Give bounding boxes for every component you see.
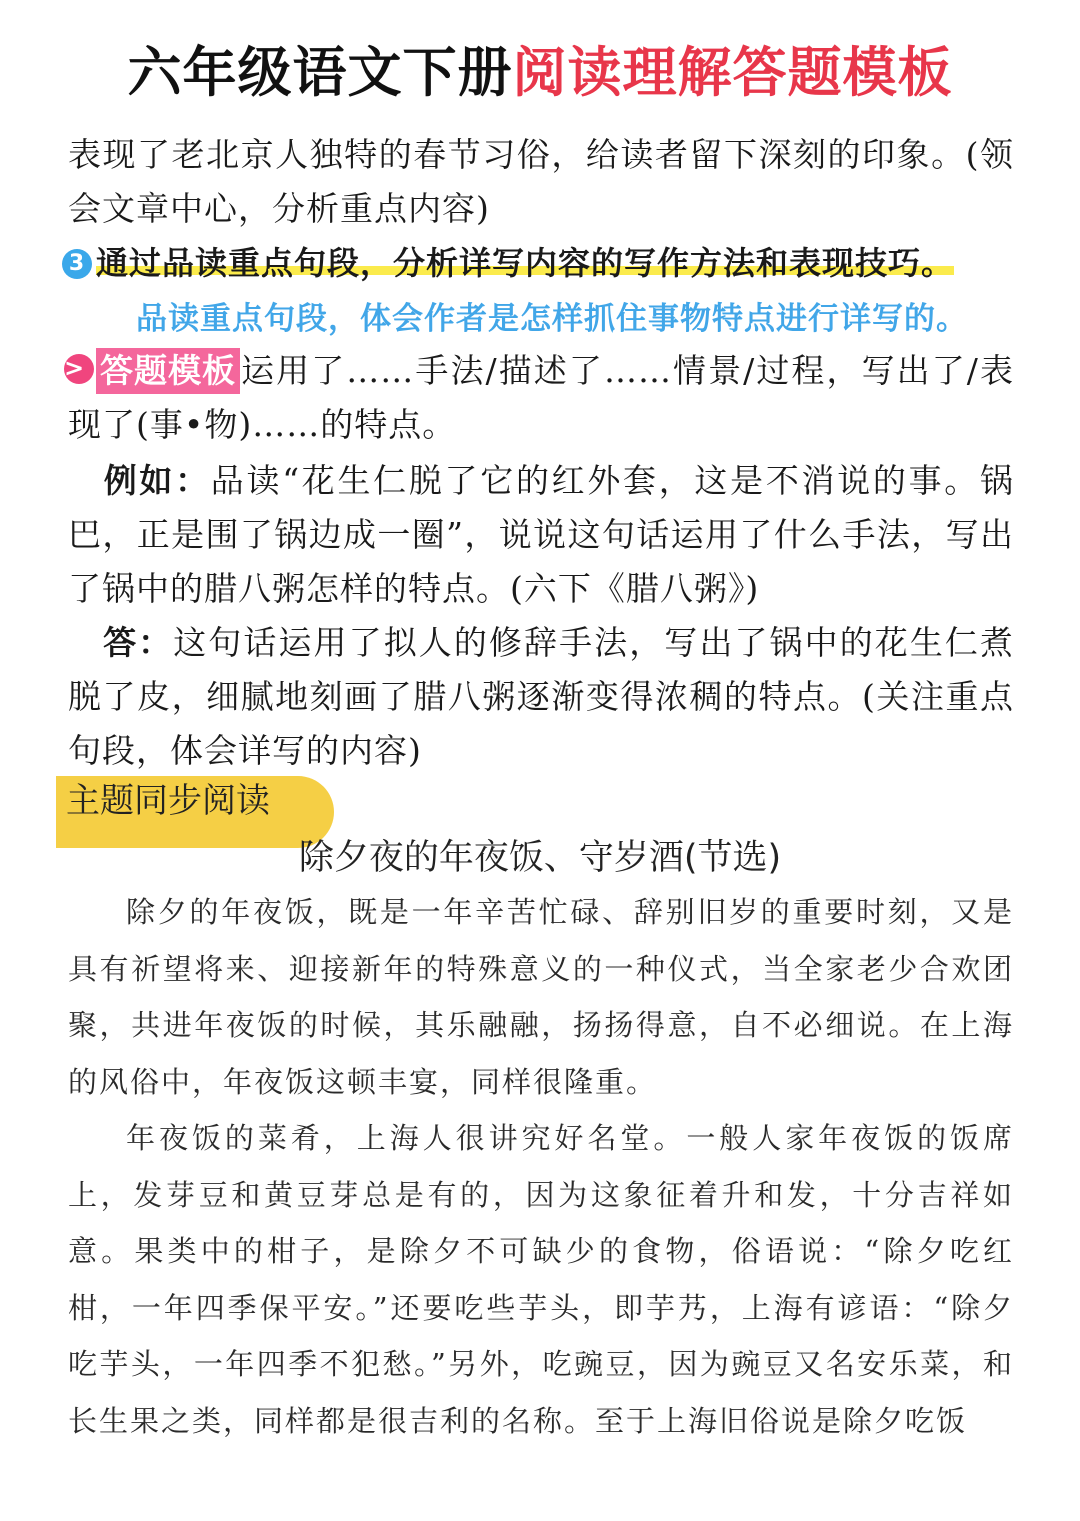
template-paragraph — [64, 344, 1014, 452]
title-black-part: 六年级语文下册 — [127, 41, 513, 104]
article-body — [68, 884, 1014, 1449]
chevron-right-icon: > — [64, 354, 94, 384]
title-red-part: 阅读理解答题模板 — [512, 41, 953, 104]
article-paragraph-2: 年夜饭的菜肴，上海人很讲究好名堂。一般人家年夜饭的饭席上，发芽豆和黄豆芽总是有的，因为这象征着升和发，十分吉祥如意。果类中的柑子，是除夕不可缺少的食物，俗语说：“除夕吃红柑，一年四季保平安。”还要吃些芋头，即芋艿，上海有谚语：“除夕吃芋头，一年四季不犯愁。”另外，吃豌豆，因为豌豆又名安乐菜，和长生果之类，同样都是很吉利的名称。至于上海旧俗说是除夕吃饭 — [68, 1121, 1014, 1438]
point3-subheading: 品读重点句段，体会作者是怎样抓住事物特点进行详写的。 — [136, 301, 968, 337]
reading-banner-label: 主题同步阅读 — [66, 781, 270, 821]
article-title: 除夕夜的年夜饭、守岁酒(节选) — [298, 838, 782, 878]
example-lead: 例如： — [102, 461, 211, 500]
article-paragraph-1: 除夕的年夜饭，既是一年辛苦忙碌、辞别旧岁的重要时刻，又是具有祈望将来、迎接新年的特殊意义的一种仪式，当全家老少合欢团聚，共进年夜饭的时候，其乐融融，扬扬得意，自不必细说。在上海的风俗中，年夜饭这顿丰宴，同样很隆重。 — [68, 895, 1014, 1099]
template-badge: 答题模板 — [96, 348, 240, 394]
point3-heading — [68, 236, 1014, 290]
point3-heading-text: 通过品读重点句段，分析详写内容的写作方法和表现技巧。 — [96, 244, 955, 282]
answer-lead: 答： — [102, 623, 174, 662]
template-text: 运用了……手法/描述了……情景/过程，写出了/表现了(事•物)……的特点。 — [68, 351, 1014, 444]
page-title — [0, 38, 1080, 108]
answer-paragraph — [68, 616, 1014, 778]
answer-text: 这句话运用了拟人的修辞手法，写出了锅中的花生仁煮脱了皮，细腻地刻画了腊八粥逐渐变得浓稠的特点。(关注重点句段，体会详写的内容) — [68, 623, 1015, 770]
intro-paragraph: 表现了老北京人独特的春节习俗，给读者留下深刻的印象。(领会文章中心，分析重点内容) — [68, 135, 1014, 228]
example-paragraph — [68, 454, 1014, 616]
example-text: 品读“花生仁脱了它的红外套，这是不消说的事。锅巴，正是围了锅边成一圈”，说说这句话运用了什么手法，写出了锅中的腊八粥怎样的特点。(六下《腊八粥》) — [68, 461, 1015, 608]
number-3-badge: 3 — [62, 249, 92, 279]
